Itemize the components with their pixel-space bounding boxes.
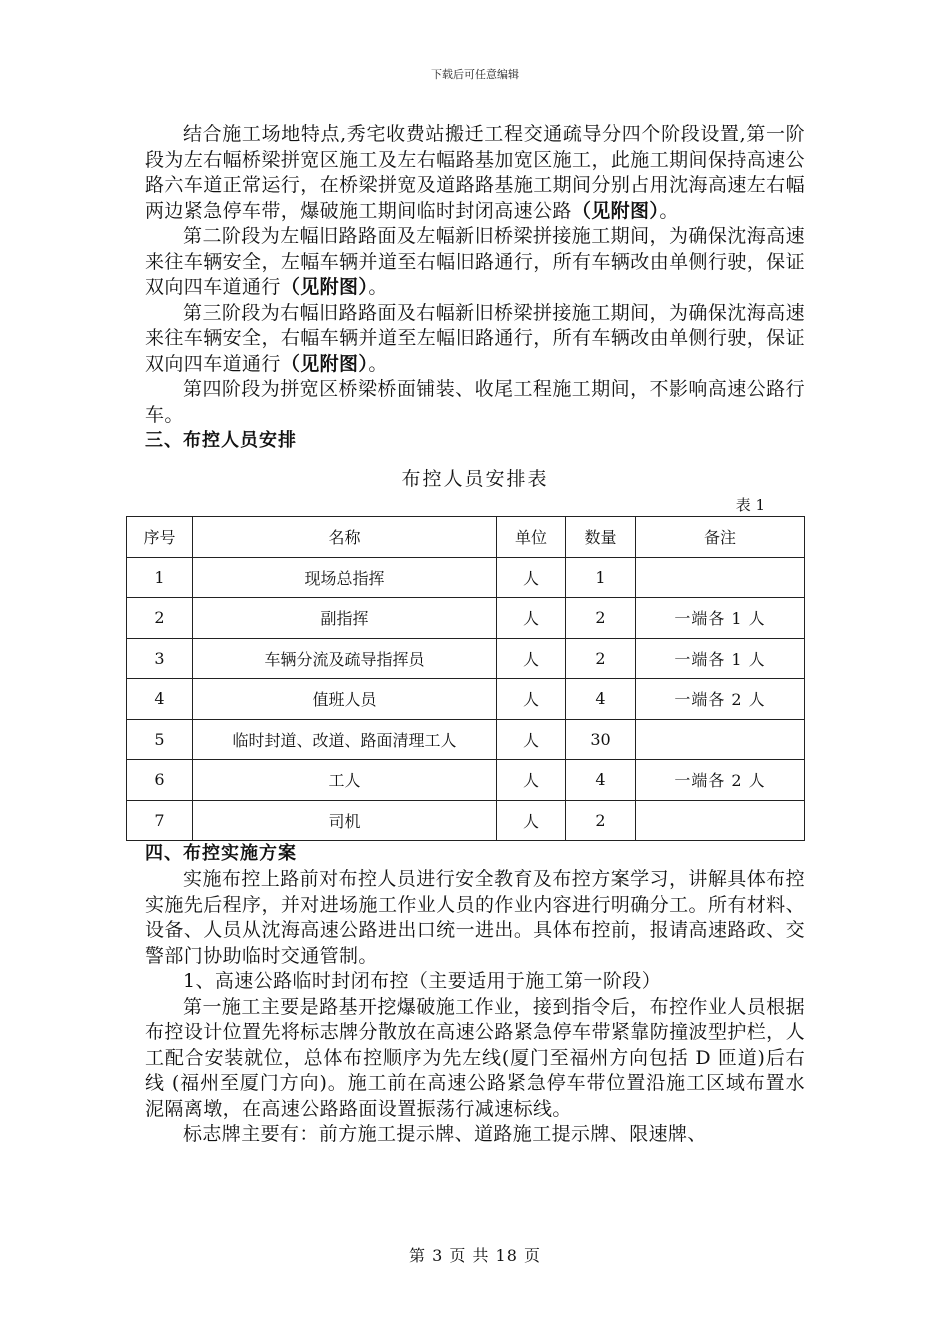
figure-reference: （见附图）	[280, 276, 369, 298]
cell-index: 7	[127, 800, 193, 841]
cell-index: 2	[127, 598, 193, 639]
cell-remark: 一端各 2 人	[636, 760, 805, 801]
paragraph-phase-two	[145, 224, 805, 301]
column-header: 名称	[193, 517, 497, 558]
document-body	[145, 122, 805, 1148]
cell-remark: 一端各 1 人	[636, 598, 805, 639]
cell-remark	[636, 557, 805, 598]
table-row	[127, 598, 805, 639]
paragraph-text: 结合施工场地特点,秀宅收费站搬迁工程交通疏导分四个阶段设置,第一阶段为左右幅桥梁拼宽区施工及左右幅路基加宽区施工，此施工期间保持高速公路六车道正常运行，在桥梁拼宽及道路路基施工期间分别占用沈海高速左右幅两边紧急停车带，爆破施工期间临时封闭高速公路	[145, 123, 805, 222]
table-row	[127, 557, 805, 598]
paragraph-implementation-intro: 实施布控上路前对布控人员进行安全教育及布控方案学习，讲解具体布控实施先后程序，并对进场施工作业人员的作业内容进行明确分工。所有材料、设备、人员从沈海高速公路进出口统一进出。具体布控前，报请高速路政、交警部门协助临时交通管制。	[145, 868, 805, 967]
cell-unit: 人	[497, 679, 566, 720]
column-header: 备注	[636, 517, 805, 558]
cell-unit: 人	[497, 760, 566, 801]
section-heading-implementation: 四、布控实施方案	[145, 843, 297, 864]
cell-unit: 人	[497, 800, 566, 841]
cell-unit: 人	[497, 598, 566, 639]
cell-name: 司机	[193, 800, 497, 841]
column-header: 单位	[497, 517, 566, 558]
cell-name: 值班人员	[193, 679, 497, 720]
paragraph-phase-four	[145, 377, 805, 428]
paragraph-text: 第二阶段为左幅旧路路面及左幅新旧桥梁拼接施工期间，为确保沈海高速来往车辆安全，左幅车辆并道至右幅旧路通行，所有车辆改由单侧行驶，保证双向四车道通行	[145, 225, 805, 298]
staff-table	[126, 516, 805, 841]
table-row	[127, 760, 805, 801]
cell-remark	[636, 719, 805, 760]
table-row	[127, 719, 805, 760]
cell-name: 现场总指挥	[193, 557, 497, 598]
cell-name: 临时封道、改道、路面清理工人	[193, 719, 497, 760]
cell-index: 4	[127, 679, 193, 720]
table-title: 布控人员安排表	[401, 468, 549, 490]
paragraph-tail: 。	[659, 199, 679, 222]
paragraph-tail: 。	[368, 352, 388, 375]
cell-index: 1	[127, 557, 193, 598]
cell-index: 3	[127, 638, 193, 679]
column-header: 序号	[127, 517, 193, 558]
cell-remark: 一端各 2 人	[636, 679, 805, 720]
cell-index: 6	[127, 760, 193, 801]
cell-unit: 人	[497, 557, 566, 598]
paragraph-tail: 。	[368, 276, 388, 298]
cell-quantity: 2	[566, 638, 636, 679]
cell-name: 副指挥	[193, 598, 497, 639]
table-header-row	[127, 517, 805, 558]
paragraph-subheading-closure: 1、高速公路临时封闭布控（主要适用于施工第一阶段）	[183, 970, 662, 992]
section-heading-staff: 三、布控人员安排	[145, 430, 297, 451]
cell-name: 车辆分流及疏导指挥员	[193, 638, 497, 679]
cell-quantity: 2	[566, 598, 636, 639]
paragraph-signage: 标志牌主要有：前方施工提示牌、道路施工提示牌、限速牌、	[183, 1123, 707, 1145]
paragraph-traffic-phases	[145, 122, 805, 224]
paragraph-phase-one-work: 第一施工主要是路基开挖爆破施工作业，接到指令后，布控作业人员根据布控设计位置先将标志牌分散放在高速公路紧急停车带紧靠防撞波型护栏，人工配合安装就位，总体布控顺序为先左线(厦门至福州方向包括 D 匝道)后右线 (福州至厦门方向)。施工前在高速公路紧急停车带位置沿施工区域布置水泥隔离墩，在高速公路路面设置振荡行减速标线。	[145, 995, 805, 1120]
table-row	[127, 800, 805, 841]
paragraph-phase-three	[145, 301, 805, 378]
paragraph-text: 第四阶段为拼宽区桥梁桥面铺装、收尾工程施工期间，不影响高速公路行车。	[145, 378, 805, 426]
table-row	[127, 638, 805, 679]
cell-quantity: 30	[566, 719, 636, 760]
cell-unit: 人	[497, 719, 566, 760]
column-header: 数量	[566, 517, 636, 558]
cell-index: 5	[127, 719, 193, 760]
cell-quantity: 4	[566, 760, 636, 801]
table-row	[127, 679, 805, 720]
cell-remark: 一端各 1 人	[636, 638, 805, 679]
cell-remark	[636, 800, 805, 841]
paragraph-text: 第三阶段为右幅旧路路面及右幅新旧桥梁拼接施工期间，为确保沈海高速来往车辆安全，右幅车辆并道至左幅旧路通行，所有车辆改由单侧行驶，保证双向四车道通行	[145, 301, 805, 375]
cell-quantity: 4	[566, 679, 636, 720]
cell-quantity: 1	[566, 557, 636, 598]
cell-name: 工人	[193, 760, 497, 801]
page-footer: 第 3 页 共 18 页	[409, 1246, 541, 1265]
figure-reference: （见附图）	[280, 352, 369, 375]
table-number: 表 1	[735, 496, 765, 514]
cell-quantity: 2	[566, 800, 636, 841]
cell-unit: 人	[497, 638, 566, 679]
header-note: 下载后可任意编辑	[431, 68, 519, 81]
figure-reference: （见附图）	[571, 199, 660, 222]
